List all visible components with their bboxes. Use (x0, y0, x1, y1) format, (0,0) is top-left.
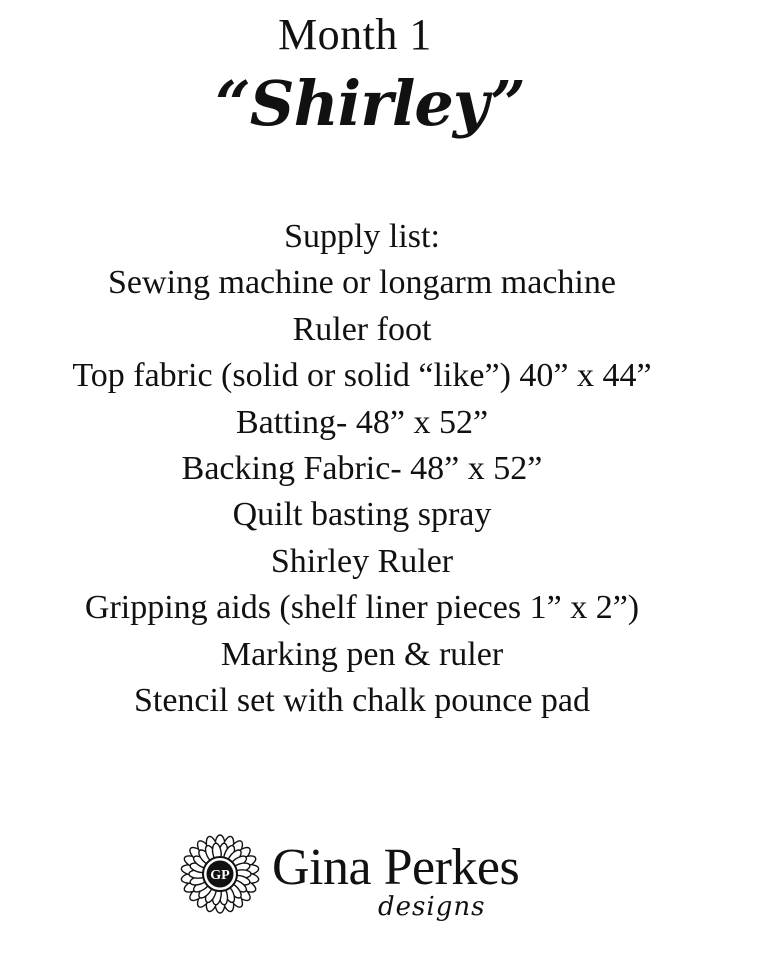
supply-item: Shirley Ruler (270, 542, 454, 580)
supply-item: Backing Fabric- 48” x 52” (181, 450, 543, 488)
logo-tagline: designs (378, 892, 486, 922)
logo-monogram: GP (210, 868, 230, 883)
pattern-title: “Shirley” (215, 67, 525, 140)
supply-list (0, 214, 724, 724)
supply-item: Quilt basting spray (232, 496, 492, 534)
supply-item: Batting- 48” x 52” (235, 403, 489, 441)
month-heading: Month 1 (278, 10, 432, 59)
supply-item: Ruler foot (292, 310, 432, 348)
supply-item: Stencil set with chalk pounce pad (133, 682, 591, 720)
supply-item: Top fabric (solid or solid “like”) 40” x 44” (72, 357, 652, 395)
supply-item: Sewing machine or longarm machine (108, 264, 616, 302)
supply-item: Gripping aids (shelf liner pieces 1” x 2”) (84, 589, 640, 627)
logo-brand-name: Gina Perkes (272, 839, 520, 896)
supply-item: Marking pen & ruler (220, 635, 504, 673)
gina-perkes-logo (178, 832, 558, 932)
supply-list-heading: Supply list: (284, 218, 440, 255)
sunflower-icon (178, 832, 262, 916)
